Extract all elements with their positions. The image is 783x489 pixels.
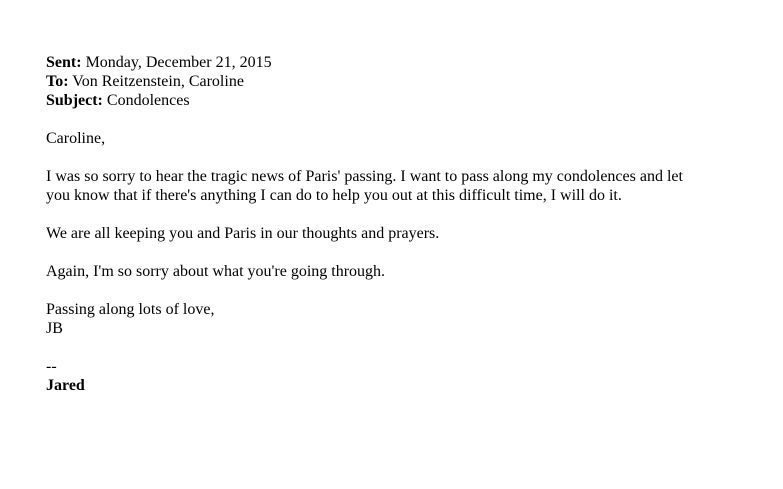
spacer xyxy=(46,281,746,300)
body-paragraph-2: We are all keeping you and Paris in our thoughts and prayers. xyxy=(46,225,440,242)
closing-line: Passing along lots of love, xyxy=(46,301,215,318)
sent-row xyxy=(46,53,746,72)
spacer xyxy=(46,110,746,129)
sent-label: Sent: xyxy=(46,54,82,71)
to-value: Von Reitzenstein, Caroline xyxy=(72,73,244,90)
body-paragraph-1-line-1: I was so sorry to hear the tragic news of Paris' passing. I want to pass along my condolences and let xyxy=(46,168,683,185)
body-paragraph-3: Again, I'm so sorry about what you're going through. xyxy=(46,263,386,280)
subject-row xyxy=(46,91,746,110)
greeting: Caroline, xyxy=(46,130,106,147)
spacer xyxy=(46,243,746,262)
body-paragraph-1 xyxy=(46,167,746,205)
signature-name: Jared xyxy=(46,377,85,394)
body-paragraph-1-line-2: you know that if there's anything I can do to help you out at this difficult time, I will do it. xyxy=(46,187,622,204)
closing-initials: JB xyxy=(46,320,63,337)
spacer xyxy=(46,338,746,357)
to-row xyxy=(46,72,746,91)
signature-separator: -- xyxy=(46,358,57,375)
email-message xyxy=(46,53,746,395)
sent-value: Monday, December 21, 2015 xyxy=(85,54,272,71)
spacer xyxy=(46,205,746,224)
subject-value: Condolences xyxy=(106,92,190,109)
subject-label: Subject: xyxy=(46,92,103,109)
to-label: To: xyxy=(46,73,69,90)
spacer xyxy=(46,148,746,167)
